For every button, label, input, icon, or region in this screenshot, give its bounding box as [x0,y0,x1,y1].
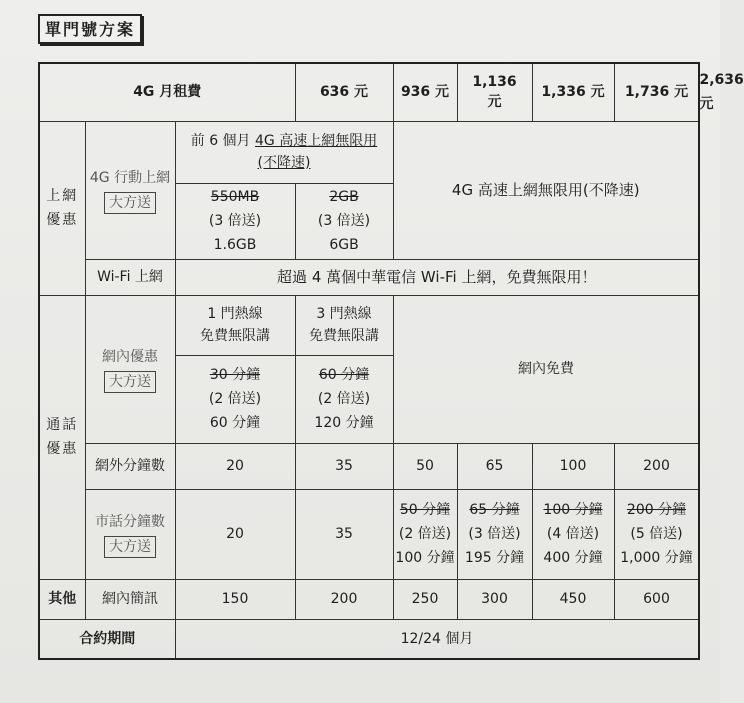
unlimited-4g-cell: 4G 高速上網無限用(不降速) [393,121,699,259]
hotline-1 [175,295,295,355]
others-group-label: 其他 [39,579,85,619]
plan1-data-bonus: (3 倍送) [208,213,262,229]
contract-label: 合約期間 [39,619,175,659]
internet-group-label: 上網 優惠 [39,121,85,295]
offnet-row [39,443,699,489]
onnet-hotline-row [39,295,699,355]
landline-promo-total: 100 分鐘 [395,550,455,566]
price-636: 636 元 [295,63,393,121]
wifi-row [39,259,699,295]
onnet-badge: 大方送 [104,371,156,393]
sms-value: 250 [393,579,457,619]
contract-row [39,619,699,659]
landline-promo-strike: 65 分鐘 [469,502,520,518]
price-row: 4G 月租費 636 元 936 元 1,136 元 1,336 元 1,736 元 2,636 元 [39,63,699,121]
monthly-fee-label: 4G 月租費 [39,63,295,121]
price-1736: 1,736 元 [614,63,699,121]
landline-promo-strike: 200 分鐘 [626,502,687,518]
landline-promo-bonus: (3 倍送) [468,526,521,542]
onnet-text: 網內優惠 [102,348,158,365]
offnet-value: 200 [614,443,699,489]
landline-promo-200 [614,489,699,579]
wifi-label: Wi-Fi 上網 [85,259,175,295]
price-1136: 1,136 元 [457,63,532,121]
landline-promo-50 [393,489,457,579]
plan1-data [175,183,295,259]
landline-row [39,489,699,579]
first-6-months-promo [175,121,393,183]
plan2-data [295,183,393,259]
sms-row [39,579,699,619]
contract-value: 12/24 個月 [175,619,699,659]
sms-value: 600 [614,579,699,619]
landline-promo-strike: 50 分鐘 [399,502,451,518]
hotline-3 [295,295,393,355]
sms-label: 網內簡訊 [85,579,175,619]
landline-value: 35 [295,489,393,579]
onnet-plan2-minutes [295,355,393,443]
onnet-plan1-total: 60 分鐘 [209,415,261,431]
landline-value: 20 [175,489,295,579]
landline-promo-65 [457,489,532,579]
mobile-internet-label [85,121,175,259]
hotline-1-line1: 1 門熱線 [207,306,263,322]
hotline-3-line2: 免費無限講 [309,328,379,344]
sms-value: 300 [457,579,532,619]
hotline-1-line2: 免費無限講 [200,328,270,344]
promo-4g-unlimited: 4G 高速上網無限用 [255,133,378,149]
price-1336: 1,336 元 [532,63,614,121]
internet-promo-row [39,121,699,183]
sms-value: 200 [295,579,393,619]
landline-promo-bonus: (2 倍送) [398,526,452,542]
landline-promo-total: 1,000 分鐘 [620,550,693,566]
offnet-label: 網外分鐘數 [85,443,175,489]
landline-text: 市話分鐘數 [95,513,165,530]
sms-value: 450 [532,579,614,619]
plan2-data-total: 6GB [329,237,359,253]
mobile-internet-text: 4G 行動上網 [89,169,171,186]
offnet-value: 65 [457,443,532,489]
landline-badge: 大方送 [104,536,156,558]
mobile-internet-badge: 大方送 [104,192,156,214]
landline-label [85,489,175,579]
hotline-3-line1: 3 門熱線 [316,306,372,322]
plan2-data-bonus: (3 倍送) [317,213,371,229]
promo-prefix: 前 6 個月 [190,133,256,149]
price-936: 936 元 [393,63,457,121]
offnet-value: 35 [295,443,393,489]
offnet-value: 50 [393,443,457,489]
landline-promo-total: 195 分鐘 [464,550,525,566]
plan1-data-strike: 550MB [210,189,260,205]
onnet-plan2-total: 120 分鐘 [314,415,374,431]
landline-promo-total: 400 分鐘 [543,550,603,566]
onnet-plan2-bonus: (2 倍送) [317,391,371,407]
onnet-plan1-minutes [175,355,295,443]
sms-value: 150 [175,579,295,619]
onnet-plan1-bonus: (2 倍送) [208,391,262,407]
landline-promo-100 [532,489,614,579]
offnet-value: 100 [532,443,614,489]
offnet-value: 20 [175,443,295,489]
onnet-plan2-strike: 60 分鐘 [318,367,370,383]
landline-promo-bonus: (5 倍送) [630,526,683,542]
onnet-plan1-strike: 30 分鐘 [209,367,261,383]
calls-group-label: 通話 優惠 [39,295,85,579]
plan2-data-strike: 2GB [329,189,359,205]
plan-table [38,62,744,660]
onnet-free: 網內免費 [393,295,699,443]
landline-promo-bonus: (4 倍送) [546,526,600,542]
landline-promo-strike: 100 分鐘 [543,502,603,518]
plan1-data-total: 1.6GB [213,237,257,253]
page-title: 單門號方案 [38,14,142,44]
wifi-value: 超過 4 萬個中華電信 Wi-Fi 上網，免費無限用！ [175,259,699,295]
onnet-label [85,295,175,443]
promo-no-throttle: (不降速) [257,155,311,171]
